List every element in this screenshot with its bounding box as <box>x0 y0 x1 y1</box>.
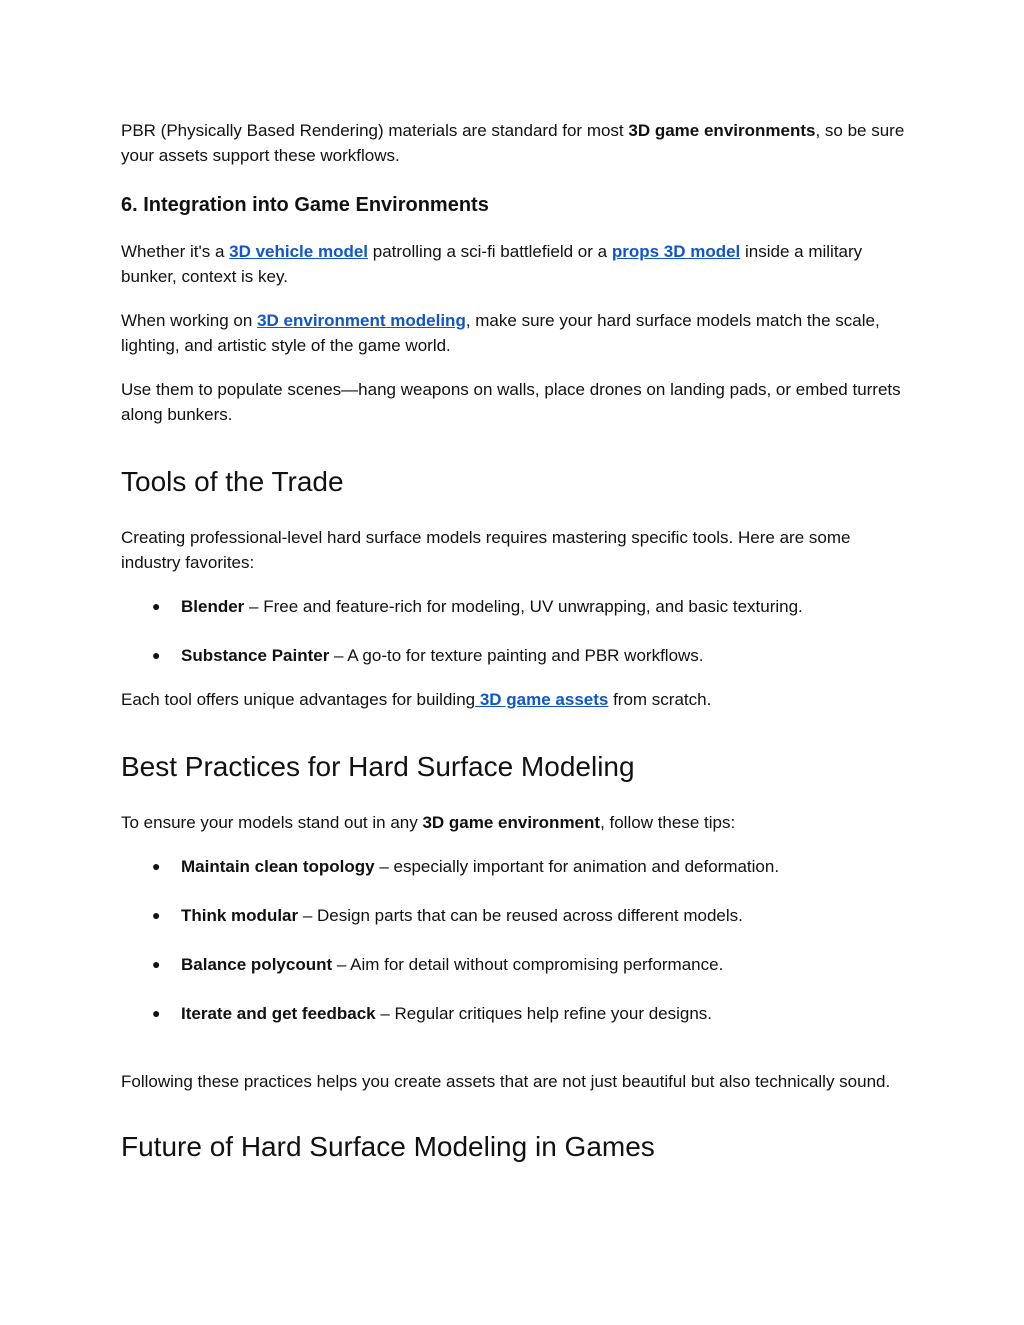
paragraph-text: To ensure your models stand out in any <box>121 813 423 832</box>
tool-desc: – A go-to for texture painting and PBR workflows. <box>329 646 704 665</box>
environment-paragraph <box>121 308 911 358</box>
list-item <box>121 643 911 668</box>
tip-name: Iterate and get feedback <box>181 1004 376 1023</box>
paragraph-text: , so be sure your assets support these workflows. <box>121 121 905 165</box>
tools-intro-paragraph: Creating professional-level hard surface models requires mastering specific tools. Here are some industry favorites: <box>121 528 851 572</box>
paragraph-text: from scratch. <box>608 690 712 709</box>
bullet-icon: ● <box>152 598 161 614</box>
tip-desc: – Design parts that can be reused across different models. <box>298 906 743 925</box>
game-assets-link[interactable]: 3D game assets <box>475 690 609 709</box>
document-page <box>121 118 911 1164</box>
environment-modeling-link[interactable]: 3D environment modeling <box>257 311 466 330</box>
tip-desc: – especially important for animation and deformation. <box>374 857 780 876</box>
tip-desc: – Regular critiques help refine your designs. <box>375 1004 713 1023</box>
tip-name: Maintain clean topology <box>181 857 375 876</box>
bullet-icon: ● <box>152 907 161 923</box>
populate-paragraph: Use them to populate scenes—hang weapons on walls, place drones on landing pads, or embed turrets along bunkers. <box>121 380 901 424</box>
paragraph-text: PBR (Physically Based Rendering) materials are standard for most <box>121 121 629 140</box>
paragraph-text: When working on <box>121 311 258 330</box>
vehicle-model-link[interactable]: 3D vehicle model <box>229 242 369 261</box>
paragraph-text: inside a military bunker, context is key. <box>121 242 863 286</box>
paragraph-text: , follow these tips: <box>600 813 736 832</box>
list-item <box>121 952 911 977</box>
tools-heading: Tools of the Trade <box>121 466 344 497</box>
bullet-icon: ● <box>152 647 161 663</box>
best-practices-heading: Best Practices for Hard Surface Modeling <box>121 751 635 782</box>
tool-name: Substance Painter <box>181 646 330 665</box>
list-item <box>121 854 911 879</box>
bullet-icon: ● <box>152 956 161 972</box>
integration-heading: 6. Integration into Game Environments <box>121 194 489 216</box>
vehicle-paragraph <box>121 239 911 289</box>
pbr-paragraph <box>121 118 911 168</box>
list-item <box>121 594 911 619</box>
tools-summary-paragraph <box>121 687 911 712</box>
best-practices-intro <box>121 810 911 835</box>
paragraph-text: patrolling a sci-fi battlefield or a <box>368 242 612 261</box>
bold-phrase: 3D game environments <box>628 121 816 140</box>
paragraph-text: Each tool offers unique advantages for building <box>121 690 476 709</box>
tip-desc: – Aim for detail without compromising performance. <box>332 955 724 974</box>
bullet-icon: ● <box>152 1005 161 1021</box>
paragraph-text: , make sure your hard surface models match the scale, lighting, and artistic style of the game world. <box>121 311 880 355</box>
paragraph-text: Whether it's a <box>121 242 230 261</box>
following-paragraph: Following these practices helps you create assets that are not just beautiful but also technically sound. <box>121 1072 891 1091</box>
list-item <box>121 1001 911 1026</box>
bold-phrase: 3D game environment <box>422 813 601 832</box>
tools-list <box>121 594 911 668</box>
tool-desc: – Free and feature-rich for modeling, UV unwrapping, and basic texturing. <box>244 597 803 616</box>
props-model-link[interactable]: props 3D model <box>611 242 741 261</box>
tool-name: Blender <box>181 597 245 616</box>
list-item <box>121 903 911 928</box>
tip-name: Balance polycount <box>181 955 333 974</box>
tip-name: Think modular <box>181 906 299 925</box>
bullet-icon: ● <box>152 858 161 874</box>
future-heading: Future of Hard Surface Modeling in Games <box>121 1131 655 1162</box>
tips-list <box>121 854 911 1026</box>
